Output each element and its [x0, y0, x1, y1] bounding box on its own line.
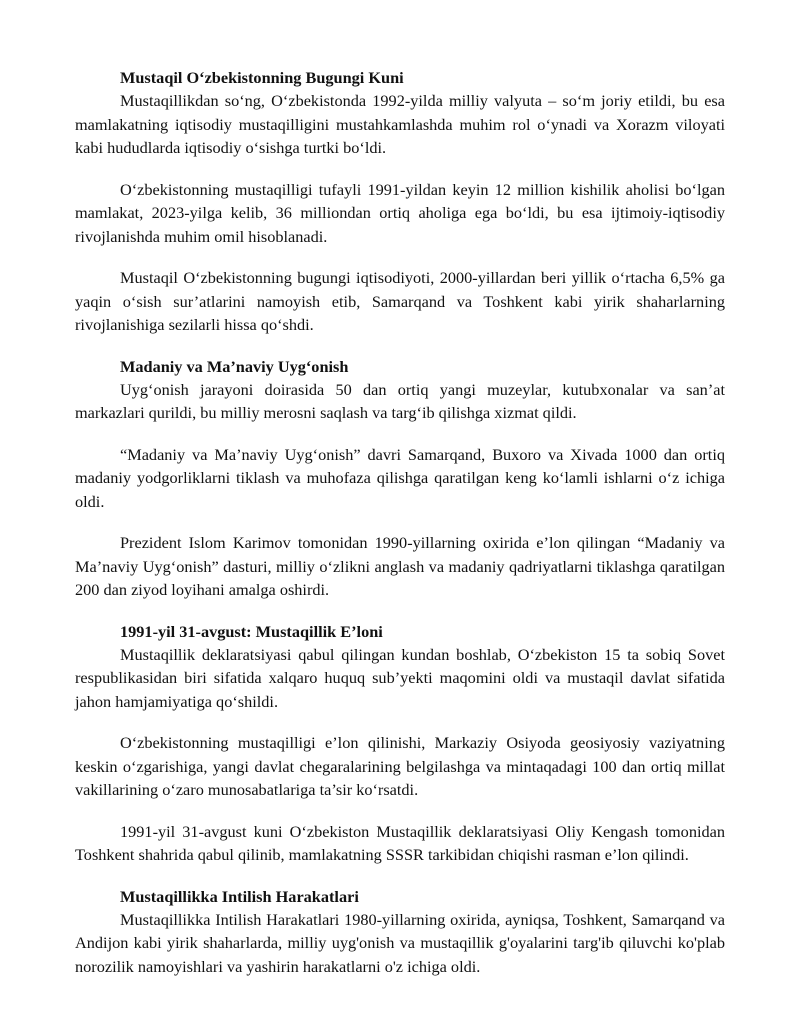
section-mustaqillik-eloni — [75, 620, 725, 867]
section-madaniy-uygonish — [75, 355, 725, 602]
paragraph: Mustaqillikdan so‘ng, O‘zbekistonda 1992-yilda milliy valyuta – so‘m joriy etildi, bu esa mamlakatning iqtisodiy mustaqilligini mustahkamlashda muhim rol o‘ynadi va Xorazm viloyati kabi hududlarda iqtisodiy o‘sishga turtki bo‘ldi. — [75, 91, 725, 157]
paragraph: Mustaqillikka Intilish Harakatlari 1980-yillarning oxirida, ayniqsa, Toshkent, Samarqand va Andijon kabi yirik shaharlarda, milliy uyg'onish va mustaqillik g'oyalarini targ'ib qiluvchi ko'plab norozilik namoyishlari va yashirin harakatlarni o'z ichiga oldi. — [75, 909, 725, 976]
section-mustaqil-bugungi-kuni — [75, 66, 725, 337]
paragraph: Mustaqillik deklaratsiyasi qabul qilingan kundan boshlab, O‘zbekiston 15 ta sobiq Sovet respublikasidan biri sifatida xalqaro huquq sub’yekti maqomini oldi va mustaqil davlat sifatida jahon hamjamiyatiga qo‘shildi. — [75, 644, 725, 711]
paragraph: Prezident Islom Karimov tomonidan 1990-yillarning oxirida e’lon qilingan “Madaniy va Ma’naviy Uyg‘onish” dasturi, milliy o‘zlikni anglash va madaniy qadriyatlarni tiklashga qaratilgan 200 dan ziyod loyihani amalga oshirdi. — [75, 533, 725, 599]
section-intilish-harakatlari — [75, 885, 725, 979]
paragraph: 1991-yil 31-avgust kuni O‘zbekiston Mustaqillik deklaratsiyasi Oliy Kengash tomonidan Toshkent shahrida qabul qilinib, mamlakatning SSSR tarkibidan chiqishi rasman e’lon qilindi. — [75, 821, 725, 864]
section-heading: Mustaqil O‘zbekistonning Bugungi Kuni — [120, 68, 404, 87]
paragraph: “Madaniy va Ma’naviy Uyg‘onish” davri Samarqand, Buxoro va Xivada 1000 dan ortiq madaniy yodgorliklarni tiklash va muhofaza qilishga qaratilgan keng ko‘lamli ishlarni o‘z ichiga oldi. — [75, 444, 725, 511]
section-heading: Mustaqillikka Intilish Harakatlari — [120, 886, 359, 906]
document-page — [75, 66, 725, 996]
paragraph: O‘zbekistonning mustaqilligi e’lon qilinishi, Markaziy Osiyoda geosiyosiy vaziyatning keskin o‘zgarishiga, yangi davlat chegaralarining belgilashga va mintaqadagi 100 dan ortiq millat vakillarining o‘zaro munosabatlariga ta’sir ko‘rsatdi. — [75, 733, 725, 799]
paragraph: Uyg‘onish jarayoni doirasida 50 dan ortiq yangi muzeylar, kutubxonalar va san’at markazlari qurildi, bu milliy merosni saqlash va targ‘ib qilishga xizmat qildi. — [75, 379, 725, 422]
paragraph: O‘zbekistonning mustaqilligi tufayli 1991-yildan keyin 12 million kishilik aholisi bo‘lgan mamlakat, 2023-yilga kelib, 36 milliondan ortiq aholiga ega bo‘ldi, bu esa ijtimoiy-iqtisodiy rivojlanishda muhim omil hisoblanadi. — [75, 179, 725, 246]
section-heading: Madaniy va Ma’naviy Uyg‘onish — [120, 356, 349, 376]
section-heading: 1991-yil 31-avgust: Mustaqillik E’loni — [120, 621, 383, 641]
paragraph: Mustaqil O‘zbekistonning bugungi iqtisodiyoti, 2000-yillardan beri yillik o‘rtacha 6,5% ga yaqin o‘sish sur’atlarini namoyish etib, Samarqand va Toshkent kabi yirik shaharlarning rivojlanishiga sezilarli hissa qo‘shdi. — [75, 268, 725, 334]
